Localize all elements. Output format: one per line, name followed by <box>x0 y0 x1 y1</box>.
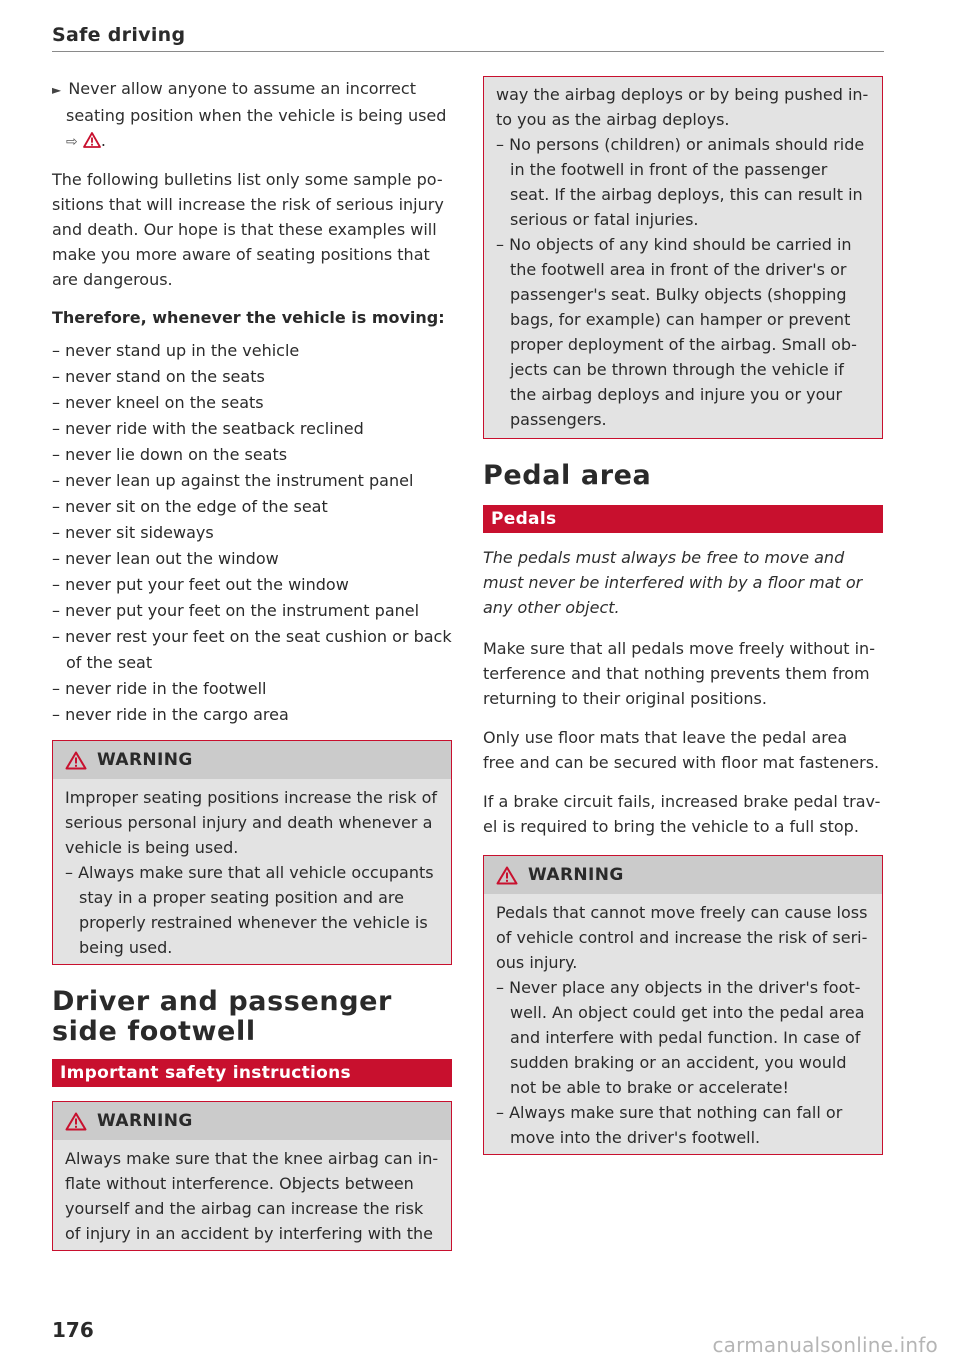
footwell-heading: Driver and passenger side footwell <box>52 986 392 1047</box>
section-title: Safe driving <box>52 24 186 46</box>
pedals-warning-box <box>483 855 883 1155</box>
list-item: – never put your feet out the window <box>52 572 452 598</box>
list-item: – Never place any objects in the driver's foot-well. An object could get into the pedal area and interfere with pedal function. In case of sudden braking or an accident, you would not be able to brake or accelerate! <box>496 975 870 1100</box>
list-item: – No persons (children) or animals should ride in the footwell in front of the passenger seat. If the airbag deploys, this can result in serious or fatal injuries. <box>496 132 870 232</box>
list-item: – never sit sideways <box>52 520 452 546</box>
page-header <box>52 24 884 46</box>
warning-triangle-icon <box>83 132 101 148</box>
warning-label: WARNING <box>528 865 624 885</box>
list-item: – never ride with the seatback reclined <box>52 416 452 442</box>
airbag-warning-continuation-box <box>483 76 883 439</box>
warning-list <box>496 975 870 1150</box>
pedals-bar: Pedals <box>483 505 883 533</box>
list-item: – never kneel on the seats <box>52 390 452 416</box>
warning-text: way the airbag deploys or by being pushed in-to you as the airbag deploys. <box>496 85 869 129</box>
warning-body <box>53 1140 451 1251</box>
warning-triangle-icon <box>65 751 87 770</box>
warning-body <box>484 77 882 438</box>
warning-label: WARNING <box>97 750 193 770</box>
left-column <box>52 76 452 1251</box>
pedal-area-heading: Pedal area <box>483 460 652 491</box>
seating-list <box>52 338 452 728</box>
list-item: – never ride in the footwell <box>52 676 452 702</box>
safety-instructions-bar: Important safety instructions <box>52 1059 452 1087</box>
intro-paragraph: The following bulletins list only some sample po-sitions that will increase the risk of serious injury and death. Our hope is that these examples will make you more aware of seating positions that are dangerous. <box>52 170 444 289</box>
warning-triangle-icon <box>496 866 518 885</box>
pedals-paragraph-3: If a brake circuit fails, increased brake pedal trav-el is required to bring the vehicle to a full stop. <box>483 792 881 836</box>
list-item: – never stand on the seats <box>52 364 452 390</box>
pedals-paragraph-2: Only use floor mats that leave the pedal area free and can be secured with floor mat fasteners. <box>483 728 880 772</box>
list-item: – never put your feet on the instrument panel <box>52 598 452 624</box>
warning-list <box>65 860 439 960</box>
warning-header <box>53 1102 451 1140</box>
list-item: – never lean up against the instrument panel <box>52 468 452 494</box>
warning-body <box>53 779 451 964</box>
list-item: – No objects of any kind should be carried in the footwell area in front of the driver's or passenger's seat. Bulky objects (shopping bags, for example) can hamper or prevent proper deployment of the airbag. Small ob-jects can be thrown through the vehicle if the airbag deploys and injure you or your passengers. <box>496 232 870 432</box>
list-item: – Always make sure that all vehicle occupants stay in a proper seating position and are properly restrained whenever the vehicle is being used. <box>65 860 439 960</box>
right-column <box>483 76 883 1155</box>
list-item: – never sit on the edge of the seat <box>52 494 452 520</box>
triangle-bullet-icon: ► <box>52 83 62 97</box>
moving-subheading: Therefore, whenever the vehicle is moving: <box>52 308 445 327</box>
list-item: – Always make sure that nothing can fall or move into the driver's footwell. <box>496 1100 870 1150</box>
warning-list <box>496 132 870 432</box>
list-item: – never lean out the window <box>52 546 452 572</box>
header-divider <box>52 51 884 52</box>
list-item: – never rest your feet on the seat cushion or back of the seat <box>52 624 452 676</box>
intro-bullet: ► Never allow anyone to assume an incorrect seating position when the vehicle is being used ⇨ . <box>52 79 447 150</box>
warning-header <box>484 856 882 894</box>
list-item: – never ride in the cargo area <box>52 702 452 728</box>
pedals-intro: The pedals must always be free to move and must never be interfered with by a floor mat or any other object. <box>483 548 863 617</box>
warning-text: Always make sure that the knee airbag can in-flate without interference. Objects between yourself and the airbag can increase the risk of injury in an accident by interfering with the <box>65 1149 439 1243</box>
warning-text: Pedals that cannot move freely can cause loss of vehicle control and increase the risk of seri-ous injury. <box>496 903 868 972</box>
warning-triangle-icon <box>65 1112 87 1131</box>
page-number: 176 <box>52 1318 94 1342</box>
warning-label: WARNING <box>97 1111 193 1131</box>
list-item: – never stand up in the vehicle <box>52 338 452 364</box>
warning-header <box>53 741 451 779</box>
list-item: – never lie down on the seats <box>52 442 452 468</box>
warning-text: Improper seating positions increase the risk of serious personal injury and death whenever a vehicle is being used. <box>65 788 438 857</box>
reference-arrow-icon: ⇨ <box>66 134 78 150</box>
warning-body <box>484 894 882 1154</box>
pedals-paragraph-1: Make sure that all pedals move freely without in-terference and that nothing prevents them from returning to their original positions. <box>483 639 875 708</box>
seating-warning-box <box>52 740 452 965</box>
watermark: carmanualsonline.info <box>712 1333 938 1357</box>
knee-airbag-warning-box <box>52 1101 452 1251</box>
